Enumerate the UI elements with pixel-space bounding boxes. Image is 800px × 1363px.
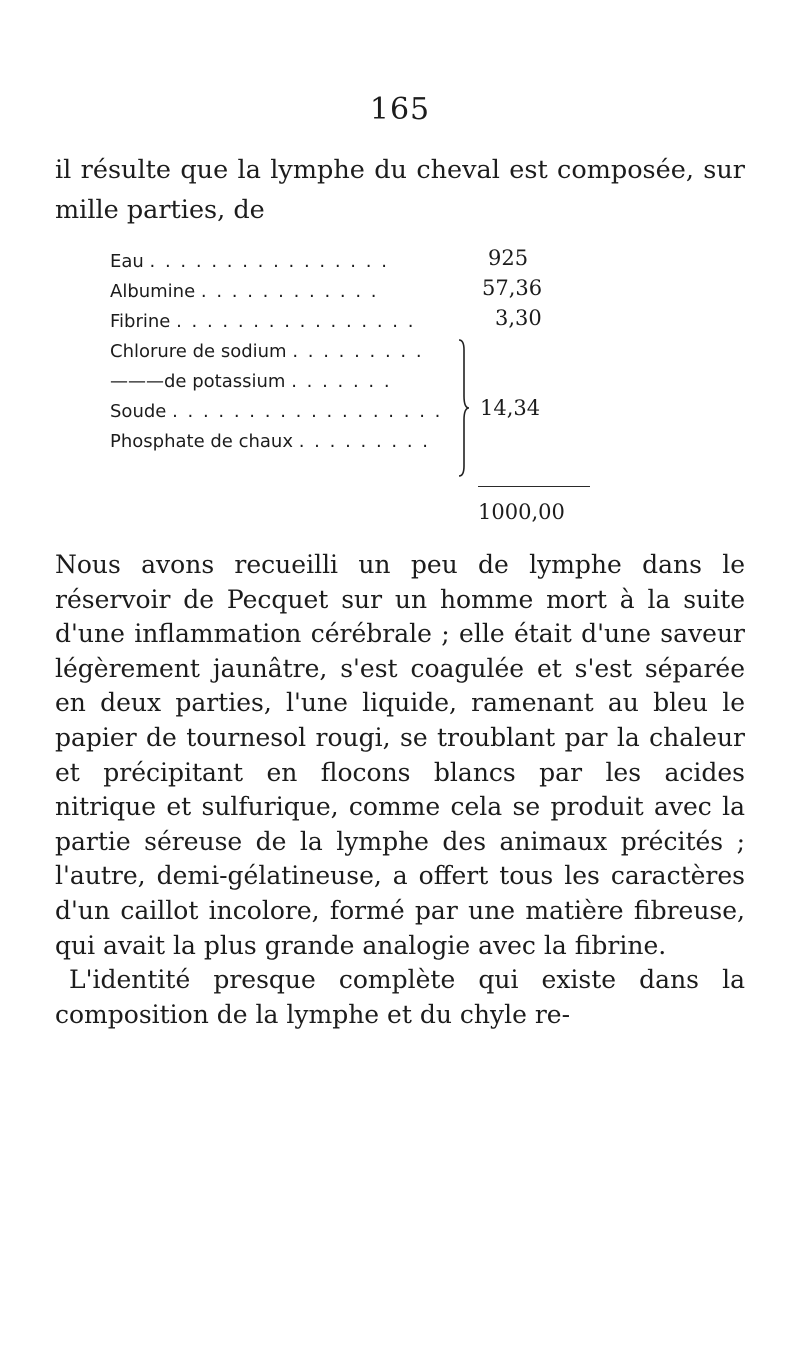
row-label: Phosphate de chaux — [110, 431, 293, 452]
row-label: ———de potassium — [110, 371, 286, 392]
row-value: 3,30 — [495, 306, 542, 330]
table-row — [110, 278, 379, 306]
total-value: 1000,00 — [478, 500, 565, 524]
leader-dots: . . . . . . . — [291, 371, 392, 392]
table-row — [110, 428, 430, 456]
paragraph-identity: L'identité presque complète qui existe dans la composition de la lymphe et du chyle re- — [55, 965, 745, 1029]
table-row — [110, 338, 424, 366]
row-label: Albumine — [110, 281, 196, 302]
total-rule — [478, 486, 590, 487]
row-value: 57,36 — [482, 276, 543, 300]
row-label: Eau — [110, 251, 144, 272]
table-row — [110, 368, 392, 396]
table-row — [110, 308, 415, 336]
row-value: 925 — [488, 246, 529, 270]
row-label: Fibrine — [110, 311, 171, 332]
leader-dots: . . . . . . . . . — [298, 431, 431, 452]
page-number: 165 — [369, 92, 431, 127]
grouping-brace — [458, 338, 470, 478]
intro-paragraph — [55, 150, 745, 230]
table-row — [110, 398, 442, 426]
leader-dots: . . . . . . . . . . . . . . . . . . — [172, 401, 443, 422]
body-text — [55, 548, 745, 1032]
intro-text: il résulte que la lymphe du cheval est composée, sur mille parties, de — [55, 155, 745, 225]
leader-dots: . . . . . . . . . . . . . . . . — [176, 311, 416, 332]
leader-dots: . . . . . . . . . — [292, 341, 424, 362]
table-row — [110, 248, 389, 276]
paragraph-lymph-observation: Nous avons recueilli un peu de lymphe dans le réservoir de Pecquet sur un homme mort à la suite d'une inflammation cérébrale ; elle était d'une saveur légèrement jaunâtre, s'est coagulée et s'est séparée en deux parties, l'une liquide, ramenant au bleu le papier de tournesol rougi, se troublant par la chaleur et précipitant en flocons blancs par les acides nitrique et sulfurique, comme cela se produit avec la partie séreuse de la lymphe des animaux précités ; l'autre, demi-gélatineuse, a offert tous les caractères d'un caillot incolore, formé par une matière fibreuse, qui avait la plus grande analogie avec la fibrine. — [55, 550, 745, 960]
leader-dots: . . . . . . . . . . . . — [200, 281, 379, 302]
grouped-value: 14,34 — [480, 396, 541, 420]
leader-dots: . . . . . . . . . . . . . . . . — [149, 251, 389, 272]
row-label: Soude — [110, 401, 167, 422]
row-label: Chlorure de sodium — [110, 341, 287, 362]
